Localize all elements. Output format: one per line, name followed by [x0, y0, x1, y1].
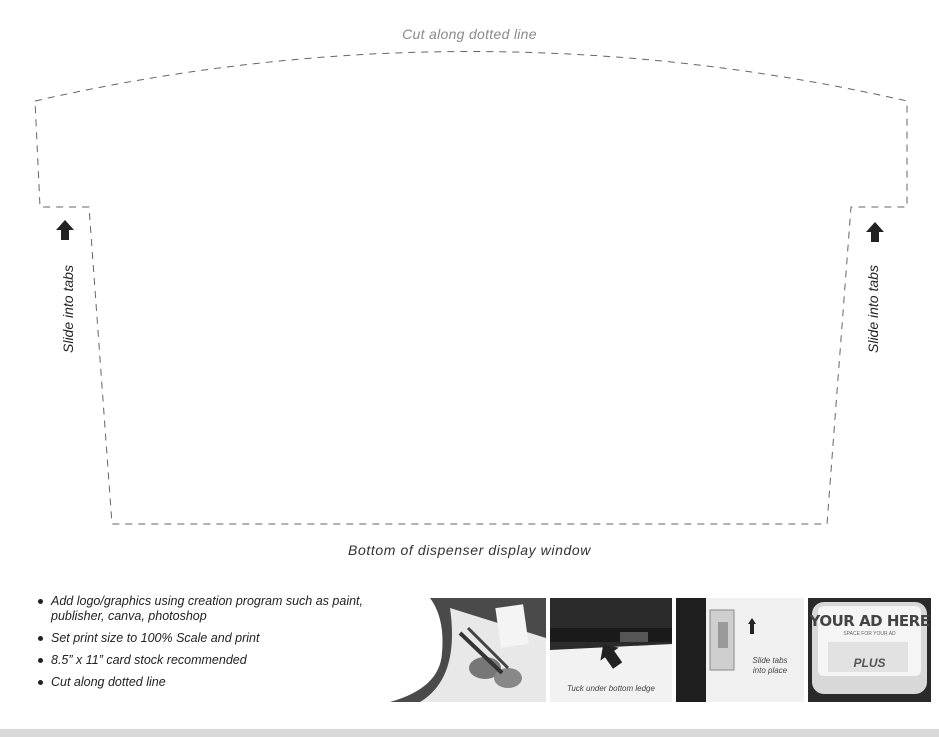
photo-cutting [390, 598, 546, 702]
instruction-list [38, 594, 368, 697]
left-tab-label: Slide into tabs [60, 265, 76, 353]
instruction-item: Set print size to 100% Scale and print [38, 631, 368, 646]
up-arrow-icon [866, 222, 884, 242]
photo-tuck [550, 598, 672, 702]
photo-slide-tabs [676, 598, 804, 702]
slide-caption-line2: into place [752, 666, 788, 675]
ad-headline: YOUR AD HERE [809, 612, 930, 630]
slide-caption-line1: Slide tabs [752, 656, 788, 665]
up-arrow-icon [56, 220, 74, 240]
photo-finished-ad [808, 598, 931, 702]
instruction-item: 8.5” x 11” card stock recommended [38, 653, 368, 668]
instruction-item: Cut along dotted line [38, 675, 368, 690]
tuck-caption: Tuck under bottom ledge [567, 684, 655, 693]
instruction-item: Add logo/graphics using creation program such as paint, publisher, canva, photoshop [38, 594, 368, 624]
bottom-window-label: Bottom of dispenser display window [348, 542, 591, 558]
ad-subline: SPACE FOR YOUR AD [843, 631, 896, 637]
dotted-cut-line [35, 52, 907, 525]
ad-brand: PLUS [853, 656, 886, 670]
instruction-photos [390, 598, 931, 702]
right-tab-label: Slide into tabs [865, 265, 881, 353]
footer-strip [0, 729, 939, 737]
cut-along-label: Cut along dotted line [402, 26, 537, 42]
